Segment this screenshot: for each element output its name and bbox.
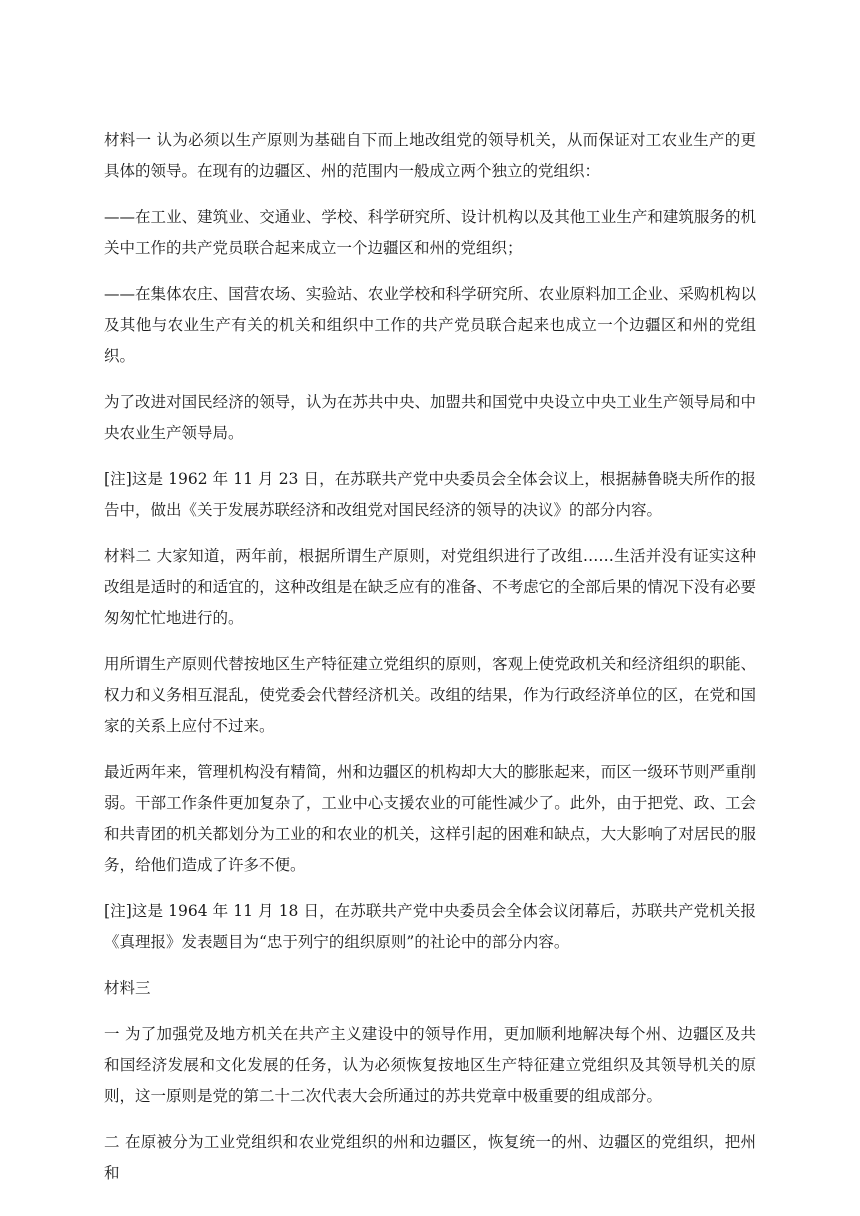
paragraph-point-two: 二 在原被分为工业党组织和农业党组织的州和边疆区，恢复统一的州、边疆区的党组织，把州和 <box>104 1133 756 1182</box>
paragraph-industrial-org: ——在工业、建筑业、交通业、学校、科学研究所、设计机构以及其他工业生产和建筑服务的机关中工作的共产党员联合起来成立一个边疆区和州的党组织； <box>104 208 756 257</box>
paragraph-material-one-intro: 材料一 认为必须以生产原则为基础自下而上地改组党的领导机关，从而保证对工农业生产的更具体的领导。在现有的边疆区、州的范围内一般成立两个独立的党组织： <box>104 131 756 180</box>
paragraph-note-1962: [注]这是 1962 年 11 月 23 日，在苏联共产党中央委员会全体会议上，根据赫鲁晓夫所作的报告中，做出《关于发展苏联经济和改组党对国民经济的领导的决议》的部分内容。 <box>104 470 756 519</box>
paragraph-note-1964: [注]这是 1964 年 11 月 18 日，在苏联共产党中央委员会全体会议闭幕后，苏联共产党机关报《真理报》发表题目为“忠于列宁的组织原则”的社论中的部分内容。 <box>104 902 756 951</box>
paragraph-agricultural-org: ——在集体农庄、国营农场、实验站、农业学校和科学研究所、农业原料加工企业、采购机构以及其他与农业生产有关的机关和组织中工作的共产党员联合起来也成立一个边疆区和州的党组织。 <box>104 285 756 365</box>
paragraph-point-one: 一 为了加强党及地方机关在共产主义建设中的领导作用，更加顺利地解决每个州、边疆区及共和国经济发展和文化发展的任务，认为必须恢复按地区生产特征建立党组织及其领导机关的原则，这一原则是党的第二十二次代表大会所通过的苏共党章中极重要的组成部分。 <box>104 1025 756 1105</box>
paragraph-central-bureaus: 为了改进对国民经济的领导，认为在苏共中央、加盟共和国党中央设立中央工业生产领导局和中央农业生产领导局。 <box>104 393 756 442</box>
paragraph-production-principle: 用所谓生产原则代替按地区生产特征建立党组织的原则，客观上使党政机关和经济组织的职能、权力和义务相互混乱，使党委会代替经济机关。改组的结果，作为行政经济单位的区，在党和国家的关系上应付不过来。 <box>104 655 756 735</box>
paragraph-last-two-years: 最近两年来，管理机构没有精简，州和边疆区的机构却大大的膨胀起来，而区一级环节则严重削弱。干部工作条件更加复杂了，工业中心支援农业的可能性减少了。此外，由于把党、政、工会和共青团的机关都划分为工业的和农业的机关，这样引起的困难和缺点，大大影响了对居民的服务，给他们造成了许多不便。 <box>104 763 756 874</box>
document-body <box>104 125 756 1204</box>
paragraph-material-two-intro: 材料二 大家知道，两年前，根据所谓生产原则，对党组织进行了改组……生活并没有证实这种改组是适时的和适宜的，这种改组是在缺乏应有的准备、不考虑它的全部后果的情况下没有必要匆匆忙忙地进行的。 <box>104 547 756 627</box>
paragraph-material-three-heading: 材料三 <box>104 979 151 997</box>
